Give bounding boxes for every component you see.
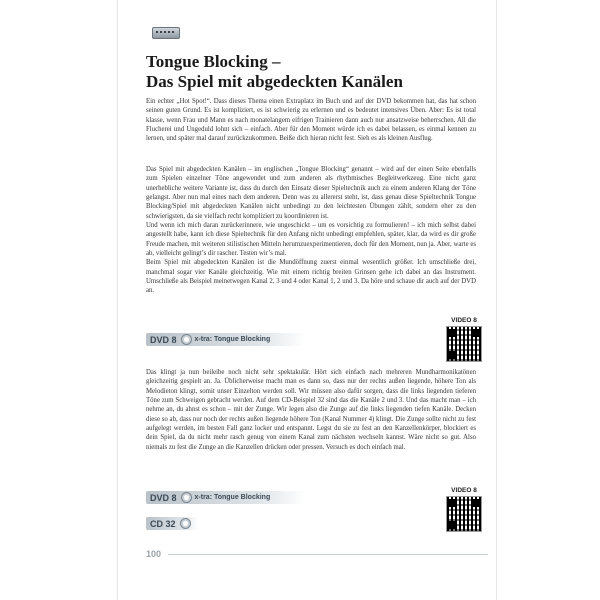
cd-label: CD 32 (150, 518, 176, 529)
disc-icon (180, 518, 191, 529)
intro-paragraph (146, 97, 476, 144)
video-qr-block-2[interactable] (446, 487, 482, 532)
qr-code-icon[interactable] (446, 326, 482, 362)
title-line-2: Das Spiel mit abgedeckten Kanälen (146, 72, 403, 91)
chapter-title (146, 52, 476, 92)
technique-paragraphs (146, 165, 476, 296)
paragraph-1: Ein echter „Hot Spot!“. Dass dieses Thema einen Extraplatz im Buch und auf der DVD bekommen hat, das hat schon seinen guten Grund. Es ist kompliziert, es ist schwierig zu erlernen und es bedeutet intensives Üben. Aber: Es ist total klasse, wenn Frau und Mann es nach monatelangem eifrigen Trainieren dann auch nur ansatzweise beherrschen. All die Flucherei und Ungeduld lohnt sich – einfach. Aber für den Moment würde ich es dabei belassen, es einmal kennen zu lernen, und später mal darauf zurückzukommen. Beiße dich hieran nicht fest. Sieh es als kleinen Ausflug. (146, 98, 476, 143)
page-number: 100 (146, 549, 162, 559)
dvd-reference-bar-2 (146, 491, 306, 504)
dvd-track-label: x-tra: Tongue Blocking (194, 336, 271, 343)
paragraph-2a: Das Spiel mit abgedeckten Kanälen – im englischen „Tongue Blocking“ genannt – wird auf der einen Seite ebenfalls zum Spielen einzelner Töne angewendet und zum anderen als rhythmisches Begleitwerkzeug. Eine nicht ganz unerhebliche weitere Variante ist, dass du durch den Einsatz dieser Spieltechnik auch zu einem anderen Klang der Töne gelangst. Aber nun mal eines nach dem anderen. Denn was zu allererst steht, ist, dass genau diese Spieltechnik Tongue Blocking/Spiel mit abgedeckten Kanälen nicht unbedingt zu den leichtesten Übungen zählt, sondern eher zu den schwierigsten, da sie vielfach recht kompliziert zu koordinieren ist. (146, 166, 476, 220)
harmonica-icon (152, 27, 180, 39)
video-label: VIDEO 8 (451, 317, 477, 324)
paragraph-2b: Und wenn ich mich daran zurückerinnere, wie ungeschickt – um es vorsichtig zu formulieren! – ich mich selbst dabei angestellt habe, kann ich diese Spieltechnik für den Anfang nicht unbedingt empfehlen, später, klar, da wird es dir große Freude machen, mit weiteren stilistischen Mitteln herumzuexperimentieren, doch für den Moment, nun ja. Aber, warte es ab, vielleicht gelingt’s dir rascher. Testen wir’s mal. (146, 222, 476, 258)
disc-icon (181, 334, 192, 345)
qr-code-icon[interactable] (446, 496, 482, 532)
paragraph-3: Das klingt ja nun beileibe noch nicht sehr spektakulär. Hört sich einfach nach mehreren Mundharmonikatönen gleichzeitig gespielt an. Ja. Üblicherweise macht man es dann so, dass nur der rechts außen liegende, höhere Ton als Melodieton klingt, somit unser Einzelton werden soll. Wir müssen also dafür sorgen, dass die links liegenden tieferen Töne zum Schweigen gebracht werden. Auf dem CD-Beispiel 32 sind das die Kanäle 2 und 3. Und das macht man – ich nehme an, du ahnst es schon – mit der Zunge. Wir legen also die Zunge auf die links liegenden tiefen Kanäle. Decken diese so ab, dass nur noch der rechts außen liegende höhere Ton (Kanal Nummer 4) klingt. Die Zunge sollte nicht zu fest aufgelegt werden, im besten Fall ganz locker und entspannt. Legst du sie zu fest an den Kanzellenkörper, blockiert es dein Spiel, da du nicht mehr rasch genug von einem Kanal zum nächsten wechseln kannst. Wäre nicht so gut. Also niemals zu fest die Zunge an die Kanzellen drücken oder pressen. Versuch es doch einfach mal. (146, 369, 476, 451)
disc-icon (181, 492, 192, 503)
title-line-1: Tongue Blocking – (146, 52, 281, 71)
cd-reference-bar (146, 517, 198, 530)
dvd-track-label-2: x-tra: Tongue Blocking (194, 494, 271, 501)
video-label-2: VIDEO 8 (451, 487, 477, 494)
tongue-paragraph (146, 368, 476, 452)
paragraph-2c: Beim Spiel mit abgedeckten Kanälen ist die Mundöffnung zuerst einmal wesentlich größer. Ich umschließe drei, manchmal sogar vier Kanäle gleichzeitig. Wie mit einem richtig breiten Grinsen gehe ich dabei an das Instrument. Umschließe als Beispiel meinetwegen Kanal 2, 3 und 4 oder Kanal 1, 2 und 3. Da höre und schaue dir auch auf der DVD an. (146, 259, 476, 295)
video-qr-block[interactable] (446, 317, 482, 362)
dvd-label-2: DVD 8 (150, 492, 177, 503)
dvd-reference-bar (146, 333, 306, 346)
dvd-label: DVD 8 (150, 334, 177, 345)
footer-divider (168, 554, 488, 555)
